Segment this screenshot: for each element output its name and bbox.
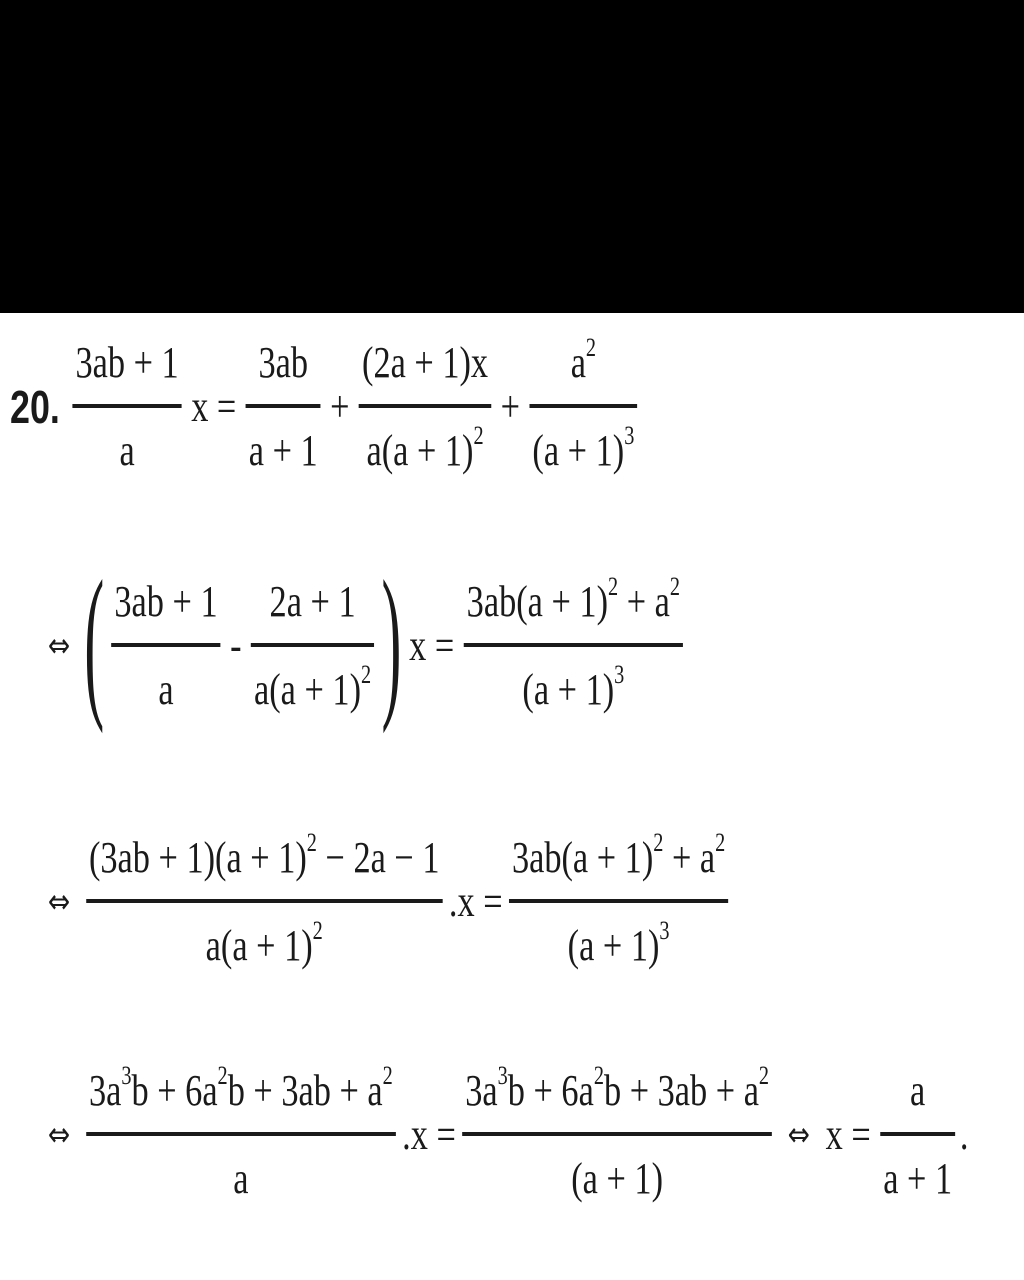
numerator: 3ab + 1 xyxy=(114,576,218,626)
denominator: a xyxy=(119,426,135,476)
fraction xyxy=(462,1061,772,1204)
fraction-bar xyxy=(86,1132,396,1136)
fraction xyxy=(246,340,321,474)
plus-sign: + xyxy=(500,382,520,432)
numerator: a xyxy=(910,1066,926,1115)
fraction-bar xyxy=(462,1132,772,1136)
x-equals: x = xyxy=(825,1110,871,1160)
fraction xyxy=(529,333,637,476)
denominator: $(a + 1)^3$ xyxy=(567,916,670,971)
right-paren: ) xyxy=(381,546,402,734)
numerator: $a^2$ xyxy=(570,333,597,387)
denominator: a xyxy=(233,1154,249,1204)
problem-number: 20. xyxy=(10,381,60,434)
fraction-bar xyxy=(72,404,181,408)
x-equals: x = xyxy=(409,621,455,670)
fraction-bar xyxy=(509,899,729,903)
final-period: . xyxy=(959,1110,969,1160)
numerator: $(3ab + 1)(a + 1)^2 - 2a - 1$ xyxy=(88,828,440,882)
equivalence-arrow-icon: ⇔ xyxy=(48,626,71,666)
denominator: (a + 1) xyxy=(571,1154,664,1204)
denominator: $a(a + 1)^2$ xyxy=(205,916,323,971)
denominator: a + 1 xyxy=(883,1154,953,1204)
fraction xyxy=(880,1068,955,1202)
fraction xyxy=(464,571,684,714)
fraction-bar xyxy=(246,404,321,408)
fraction xyxy=(359,340,491,474)
denominator: $(a + 1)^3$ xyxy=(532,421,635,476)
fraction-bar xyxy=(880,1132,955,1136)
numerator: 3ab xyxy=(258,338,309,387)
equivalence-arrow-icon: ⇔ xyxy=(48,882,71,923)
equation-line-3 xyxy=(48,828,926,971)
fraction xyxy=(72,340,181,474)
equation-line-2 xyxy=(48,546,868,734)
numerator: $3ab(a + 1)^2 + a^2$ xyxy=(466,571,681,626)
plus-sign: + xyxy=(330,382,350,432)
left-paren: ( xyxy=(83,546,104,734)
fraction xyxy=(509,828,729,971)
denominator: a xyxy=(158,665,174,714)
equivalence-arrow-icon: ⇔ xyxy=(48,1115,71,1156)
denominator: a + 1 xyxy=(248,426,318,476)
numerator: $3ab(a + 1)^2 + a^2$ xyxy=(511,828,726,882)
fraction xyxy=(86,828,443,971)
equation-line-4 xyxy=(48,1061,1024,1204)
fraction-bar xyxy=(359,404,491,408)
fraction xyxy=(86,1061,396,1204)
x-equals: .x = xyxy=(402,1110,456,1160)
numerator: $3a^3b + 6a^2b + 3ab + a^2$ xyxy=(88,1061,393,1115)
minus-sign: - xyxy=(230,621,242,670)
fraction xyxy=(251,576,374,714)
fraction xyxy=(111,576,220,714)
numerator: (2a + 1)x xyxy=(362,338,489,387)
denominator: $a(a + 1)^2$ xyxy=(366,421,484,476)
fraction-bar xyxy=(251,643,374,647)
numerator: 3ab + 1 xyxy=(75,338,179,387)
equivalence-arrow-icon: ⇔ xyxy=(787,1115,811,1156)
fraction-bar xyxy=(111,643,220,647)
numerator: $3a^3b + 6a^2b + 3ab + a^2$ xyxy=(465,1061,770,1115)
x-equals: x = xyxy=(191,382,237,432)
denominator: $(a + 1)^3$ xyxy=(522,660,625,714)
numerator: 2a + 1 xyxy=(269,576,356,626)
black-band xyxy=(0,0,1024,313)
fraction-bar xyxy=(464,643,684,647)
fraction-bar xyxy=(86,899,443,903)
fraction-bar xyxy=(529,404,637,408)
x-equals: .x = xyxy=(448,877,503,927)
equation-line-1 xyxy=(10,333,820,476)
denominator: $a(a + 1)^2$ xyxy=(254,660,372,714)
